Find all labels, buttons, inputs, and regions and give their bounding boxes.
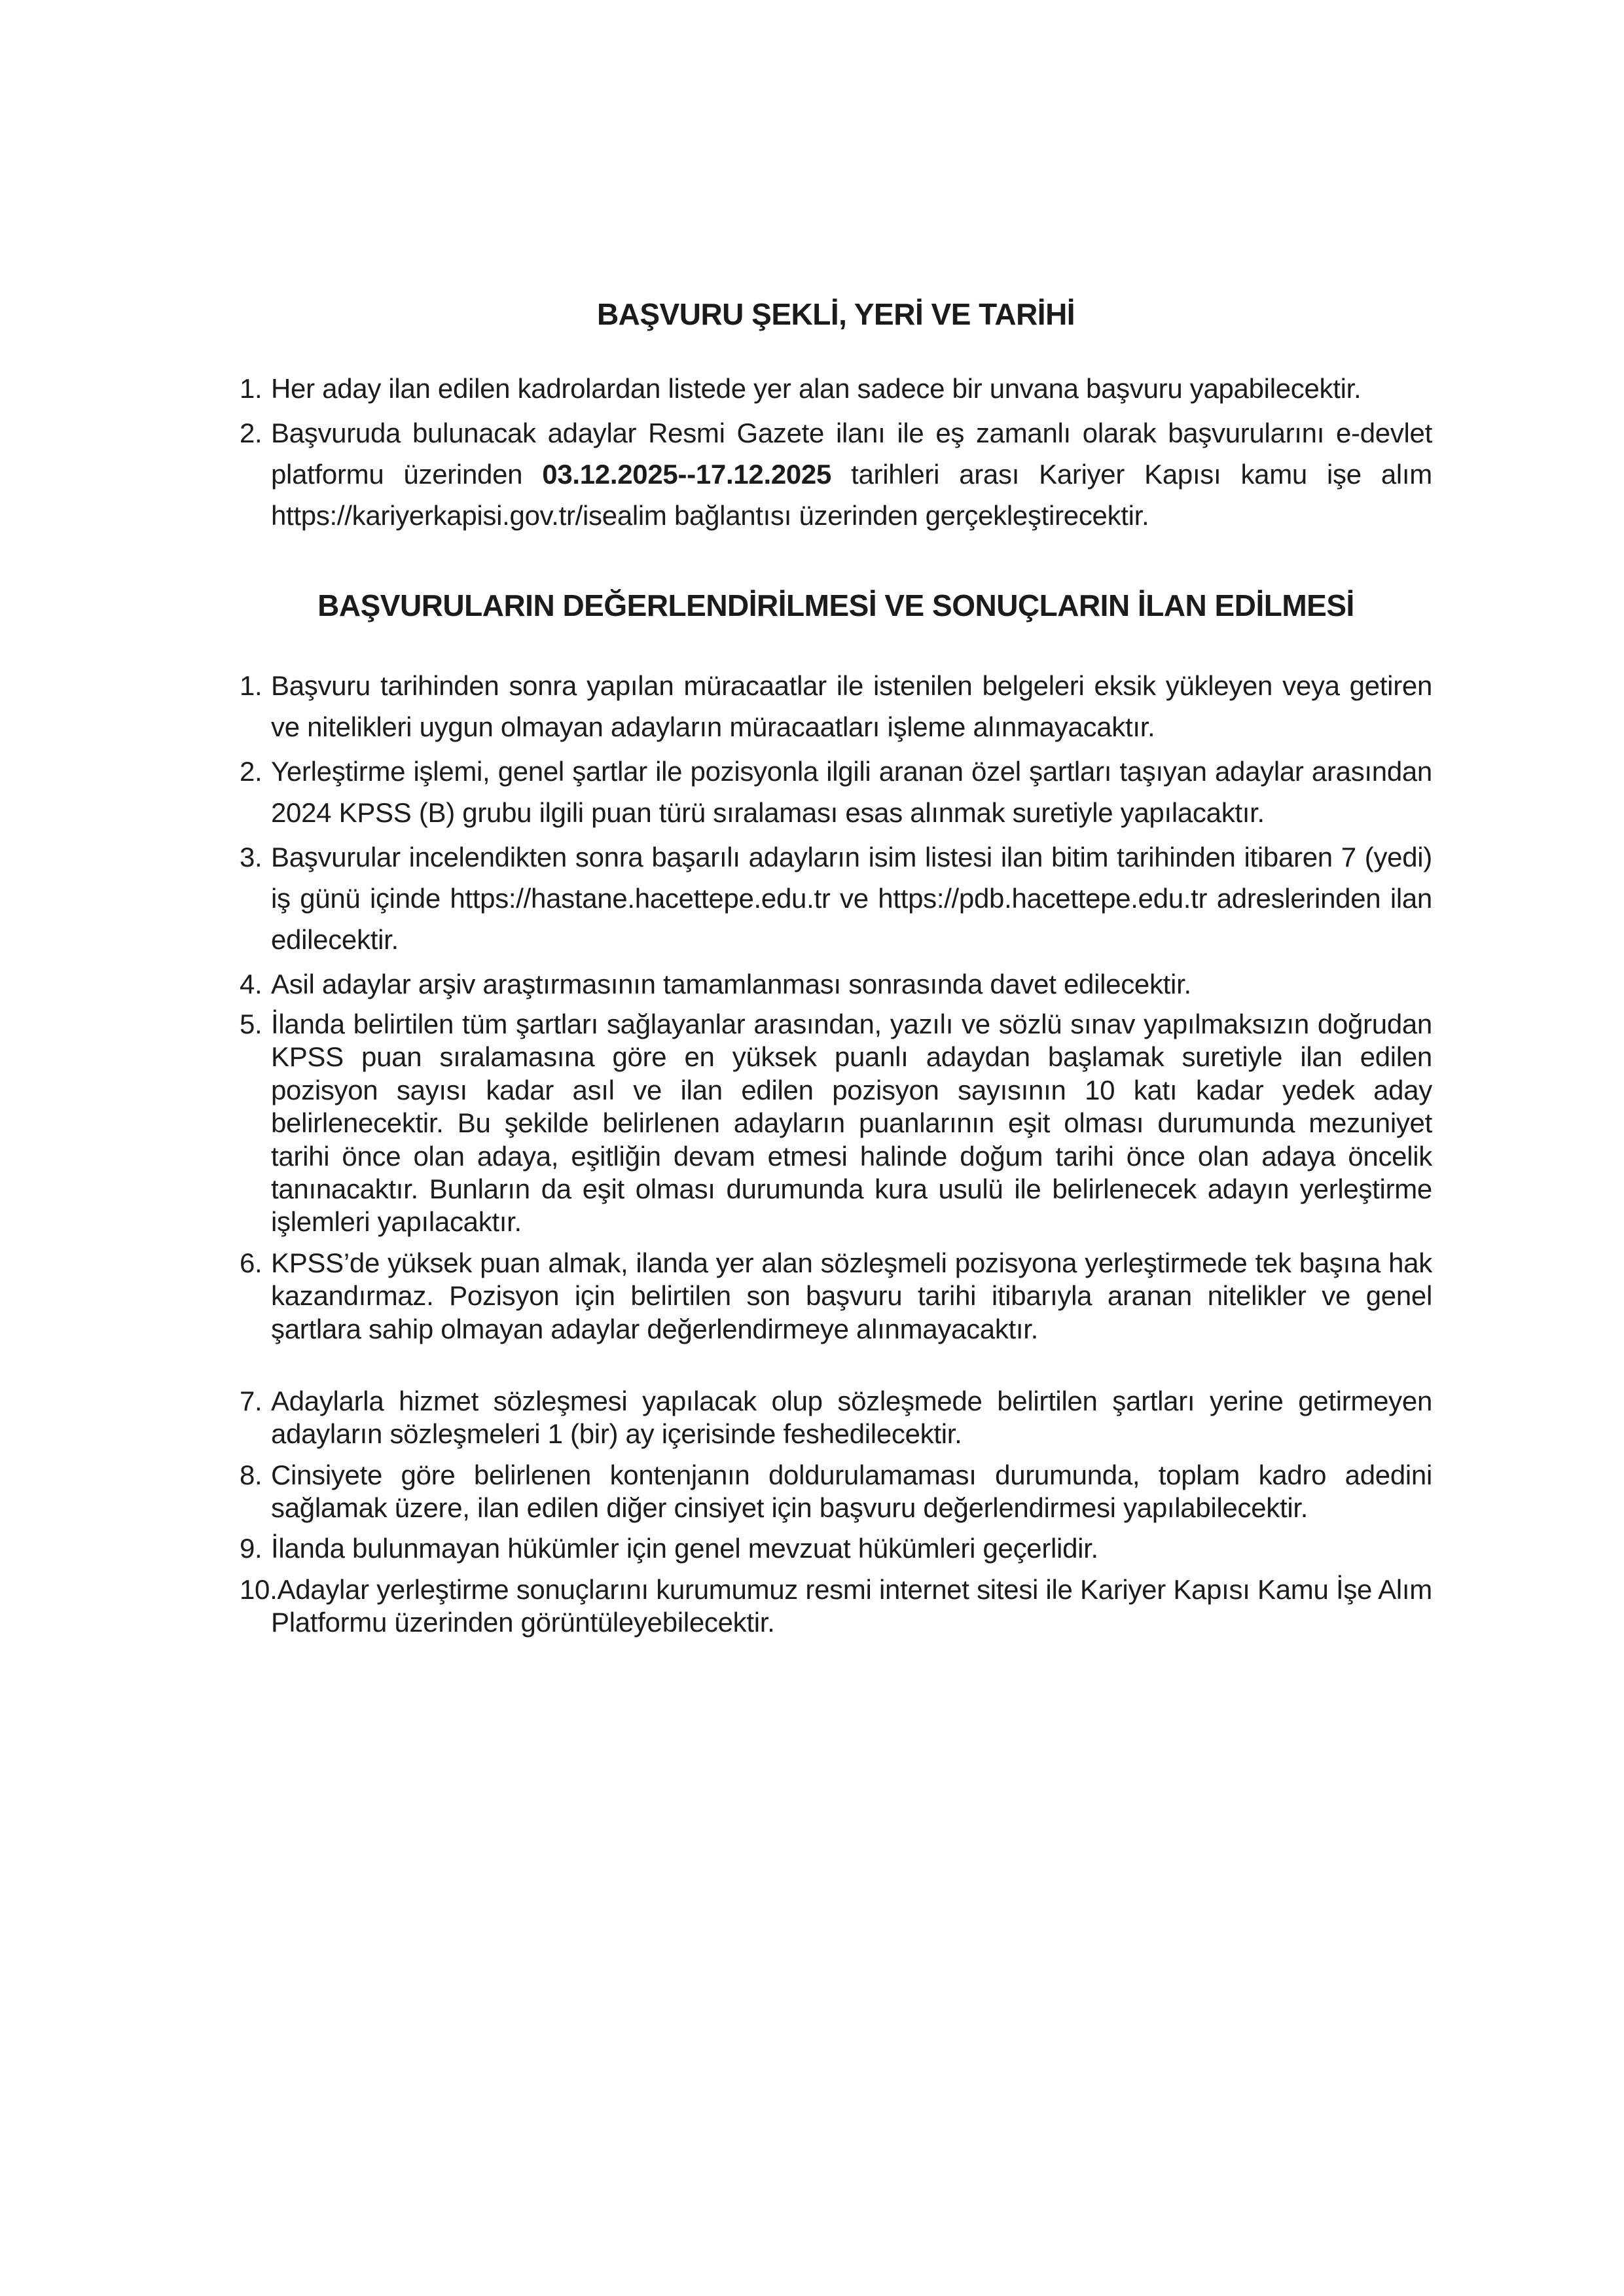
item-text: Adaylar yerleştirme sonuçlarını kurumumuz resmi internet sitesi ile Kariyer Kapısı Kamu İşe Alım Platformu üzerinden görüntüleyebilecektir. bbox=[271, 1573, 1432, 1638]
list-item-s2-9 bbox=[240, 1532, 1432, 1565]
item-text: Her aday ilan edilen kadrolardan listede yer alan sadece bir unvana başvuru yapabilecektir. bbox=[271, 372, 1362, 404]
item-text: Cinsiyete göre belirlenen kontenjanın doldurulamaması durumunda, toplam kadro adedini sağlamak üzere, ilan edilen diğer cinsiyet için başvuru değerlendirmesi yapılabilecektir. bbox=[271, 1459, 1432, 1524]
list-item-s1-1 bbox=[240, 368, 1432, 409]
item-text: KPSS’de yüksek puan almak, ilanda yer alan sözleşmeli pozisyona yerleştirmede tek başına hak kazandırmaz. Pozisyon için belirtilen son başvuru tarihi itibarıyla aranan nitelikler ve genel şartlara sahip olmayan adaylar değerlendirmeye alınmayacaktır. bbox=[271, 1247, 1432, 1344]
item-text: İlanda bulunmayan hükümler için genel mevzuat hükümleri geçerlidir. bbox=[271, 1533, 1098, 1564]
item-text bbox=[271, 418, 1432, 531]
item-number: 5. bbox=[240, 1009, 262, 1039]
item-number: 4. bbox=[240, 969, 262, 999]
list-item-s2-7 bbox=[240, 1385, 1432, 1451]
list-item-s2-2 bbox=[240, 751, 1432, 833]
list-item-s2-5 bbox=[240, 1008, 1432, 1239]
item-text: İlanda belirtilen tüm şartları sağlayanlar arasından, yazılı ve sözlü sınav yapılmaksızın doğrudan KPSS puan sıralamasına göre en yüksek puanlı adaydan başlamak suretiyle ilan edilen pozisyon sayısı kadar asıl ve ilan edilen pozisyon sayısının 10 katı kadar yedek aday belirlenecektir. Bu şekilde belirlenen adayların puanlarının eşit olması durumunda mezuniyet tarihi önce olan adaya, eşitliğin devam etmesi halinde doğum tarihi önce olan adaya öncelik tanınacaktır. Bunların da eşit olması durumunda kura usulü ile belirlenecek adayın yerleştirme işlemleri yapılacaktır. bbox=[271, 1009, 1432, 1238]
item-number: 1. bbox=[240, 670, 262, 701]
list-item-s2-8 bbox=[240, 1459, 1432, 1525]
item-text: Yerleştirme işlemi, genel şartlar ile pozisyonla ilgili aranan özel şartları taşıyan adaylar arasından 2024 KPSS (B) grubu ilgili puan türü sıralaması esas alınmak suretiyle yapılacaktır. bbox=[271, 756, 1432, 828]
list-item-s2-3 bbox=[240, 836, 1432, 960]
item-number: 1. bbox=[240, 372, 262, 404]
list-item-s2-1 bbox=[240, 665, 1432, 747]
item-number: 7. bbox=[240, 1385, 262, 1416]
item-text: Adaylarla hizmet sözleşmesi yapılacak olup sözleşmede belirtilen şartları yerine getirmeyen adayların sözleşmeleri 1 (bir) ay içerisinde feshedilecektir. bbox=[271, 1385, 1432, 1450]
section2-title: BAŞVURULARIN DEĞERLENDİRİLMESİ VE SONUÇLARIN İLAN EDİLMESİ bbox=[317, 588, 1354, 622]
section1-list bbox=[240, 368, 1432, 536]
item-text: Başvurular incelendikten sonra başarılı adayların isim listesi ilan bitim tarihinden itibaren 7 (yedi) iş günü içinde https://hastane.hacettepe.edu.tr ve https://pdb.hacettepe.edu.tr adreslerinden ilan edilecektir. bbox=[271, 842, 1432, 955]
item-text-after-date: tarihleri arası Kariyer Kapısı kamu işe alım https://kariyerkapisi.gov.tr/isealim bağlantısı üzerinden gerçekleştirecektir. bbox=[271, 458, 1432, 531]
application-date-range: 03.12.2025--17.12.2025 bbox=[542, 458, 832, 490]
list-item-s2-4 bbox=[240, 963, 1432, 1005]
item-number: 6. bbox=[240, 1247, 262, 1278]
list-item-s2-10 bbox=[240, 1573, 1432, 1640]
item-number: 9. bbox=[240, 1533, 262, 1564]
item-number: 2. bbox=[240, 417, 262, 448]
item-number: 10. bbox=[240, 1573, 278, 1605]
item-number: 2. bbox=[240, 756, 262, 787]
section1-title: BAŞVURU ŞEKLİ, YERİ VE TARİHİ bbox=[596, 297, 1075, 331]
item-text: Asil adaylar arşiv araştırmasının tamamlanması sonrasında davet edilecektir. bbox=[271, 969, 1191, 999]
item-text: Başvuru tarihinden sonra yapılan müracaatlar ile istenilen belgeleri eksik yükleyen veya getiren ve nitelikleri uygun olmayan adayların müracaatları işleme alınmayacaktır. bbox=[271, 670, 1432, 742]
section2-list bbox=[240, 665, 1432, 1640]
document-content bbox=[240, 296, 1432, 1647]
item-number: 3. bbox=[240, 842, 262, 872]
item-text-before-date: Başvuruda bulunacak adaylar Resmi Gazete ilanı ile eş zamanlı olarak başvurularını e-devlet platformu üzerinden bbox=[271, 417, 1432, 490]
item-number: 8. bbox=[240, 1459, 262, 1490]
list-item-s2-6 bbox=[240, 1247, 1432, 1346]
list-item-s1-2 bbox=[240, 412, 1432, 536]
